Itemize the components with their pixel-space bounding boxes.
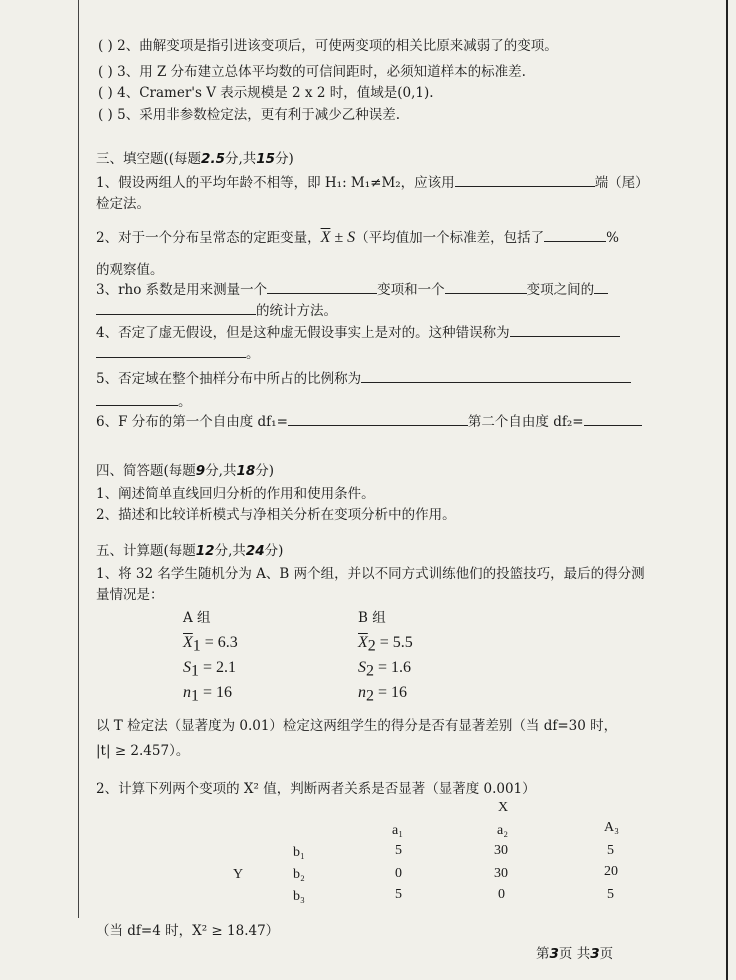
table-cell: 30 (494, 843, 508, 858)
table-cell: 5 (607, 843, 614, 858)
row-variable-label: Y (233, 867, 244, 882)
table-cell: 5 (607, 887, 614, 902)
blank (361, 369, 631, 383)
group-b-mean: $\overline{X}_2 = 5.5$ (358, 634, 413, 655)
handwritten-page-number: 3 (549, 946, 559, 962)
right-edge-rule (726, 0, 728, 980)
left-margin-rule (78, 0, 79, 918)
short-q2: 2、描述和比较详析模式与净相关分析在变项分析中的作用。 (96, 507, 456, 523)
fill-q5-cont: 。 (96, 392, 192, 411)
calc-q2-critical: （当 df=4 时，X² ≥ 18.47） (96, 923, 280, 939)
fill-q2-cont: 的观察值。 (96, 262, 164, 278)
blank (96, 344, 246, 358)
calc-q1: 1、将 32 名学生随机分为 A、B 两个组，并以不同方式训练他们的投篮技巧，最后的得分测 (96, 566, 645, 582)
fill-q6: 6、F 分布的第一个自由度 df₁= 第二个自由度 df₂= (96, 412, 642, 431)
col-header: a₂ (497, 823, 509, 838)
handwritten-points: 12 (195, 543, 215, 559)
row-header: b₁ (293, 845, 305, 860)
fill-q2: 2、对于一个分布呈常态的定距变量，$\overline{X} \pm S$（平均值加一个标准差，包括了 % (96, 229, 619, 246)
group-a-label: A 组 (183, 610, 211, 626)
col-header: A₃ (604, 820, 619, 835)
fill-q5: 5、否定域在整个抽样分布中所占的比例称为 (96, 369, 631, 388)
group-a-n: $n_1 = 16$ (183, 684, 233, 705)
tf-item-4: ( ) 4、Cramer's V 表示规模是 2 x 2 时，值域是(0,1). (98, 85, 434, 101)
col-header: a₁ (392, 823, 404, 838)
row-header: b₂ (293, 867, 305, 882)
blank (445, 280, 527, 294)
section3-title: 三、填空题((每题2.5分,共15分) (96, 151, 294, 167)
table-cell: 5 (395, 843, 402, 858)
table-cell: 20 (604, 864, 618, 879)
fill-q3-cont: 的统计方法。 (96, 301, 337, 320)
handwritten-points: 9 (195, 463, 206, 479)
table-cell: 0 (395, 866, 402, 881)
col-variable-label: X (498, 800, 509, 815)
table-cell: 30 (494, 866, 508, 881)
table-cell: 0 (498, 887, 505, 902)
handwritten-points: 2.5 (201, 151, 225, 167)
handwritten-total: 15 (256, 151, 276, 167)
section4-title: 四、简答题(每题9分,共18分) (96, 463, 275, 479)
handwritten-total-pages: 3 (590, 946, 600, 962)
table-cell: 5 (395, 887, 402, 902)
row-header: b₃ (293, 889, 305, 904)
tf-item-2: ( ) 2、曲解变项是指引进该变项后，可使两变项的相关比原来减弱了的变项。 (98, 38, 558, 54)
blank (267, 280, 377, 294)
page-footer: 第3页 共3页 (536, 946, 614, 962)
group-a-sd: $S_1 = 2.1$ (183, 659, 237, 680)
blank (584, 412, 642, 426)
fill-q1: 1、假设两组人的平均年龄不相等，即 H₁: M₁≠M₂，应该用 端（尾） (96, 175, 649, 191)
section5-title: 五、计算题(每题12分,共24分) (96, 543, 284, 559)
blank (455, 173, 595, 187)
blank (288, 412, 468, 426)
blank (544, 228, 606, 242)
tf-item-3: ( ) 3、用 Z 分布建立总体平均数的可信间距时，必须知道样本的标准差. (98, 64, 526, 80)
fill-q1-cont: 检定法。 (96, 196, 150, 212)
group-b-label: B 组 (358, 610, 386, 626)
tf-item-5: ( ) 5、采用非参数检定法，更有利于减少乙种误差. (98, 107, 400, 123)
calc-q1-instruction: 以 T 检定法（显著度为 0.01）检定这两组学生的得分是否有显著差别（当 df=30 时， (96, 718, 618, 734)
calc-q1-cont: 量情况是： (96, 587, 164, 603)
handwritten-total: 18 (236, 463, 256, 479)
group-b-sd: $S_2 = 1.6$ (358, 659, 412, 680)
fill-q3: 3、rho 系数是用来测量一个 变项和一个 变项之间的 (96, 280, 608, 299)
short-q1: 1、阐述简单直线回归分析的作用和使用条件。 (96, 486, 375, 502)
blank (510, 323, 620, 337)
calc-q2: 2、计算下列两个变项的 X² 值，判断两者关系是否显著（显著度 0.001） (96, 781, 536, 797)
group-a-mean: $\overline{X}_1 = 6.3$ (183, 634, 238, 655)
fill-q4: 4、否定了虚无假设，但是这种虚无假设事实上是对的。这种错误称为 (96, 323, 620, 342)
blank (96, 301, 256, 315)
blank (594, 280, 608, 294)
blank (96, 392, 178, 406)
handwritten-total: 24 (245, 543, 265, 559)
calc-q1-critical: |t| ≥ 2.457）。 (96, 743, 190, 759)
fill-q4-cont: 。 (96, 344, 260, 363)
group-b-n: $n_2 = 16$ (358, 684, 408, 705)
